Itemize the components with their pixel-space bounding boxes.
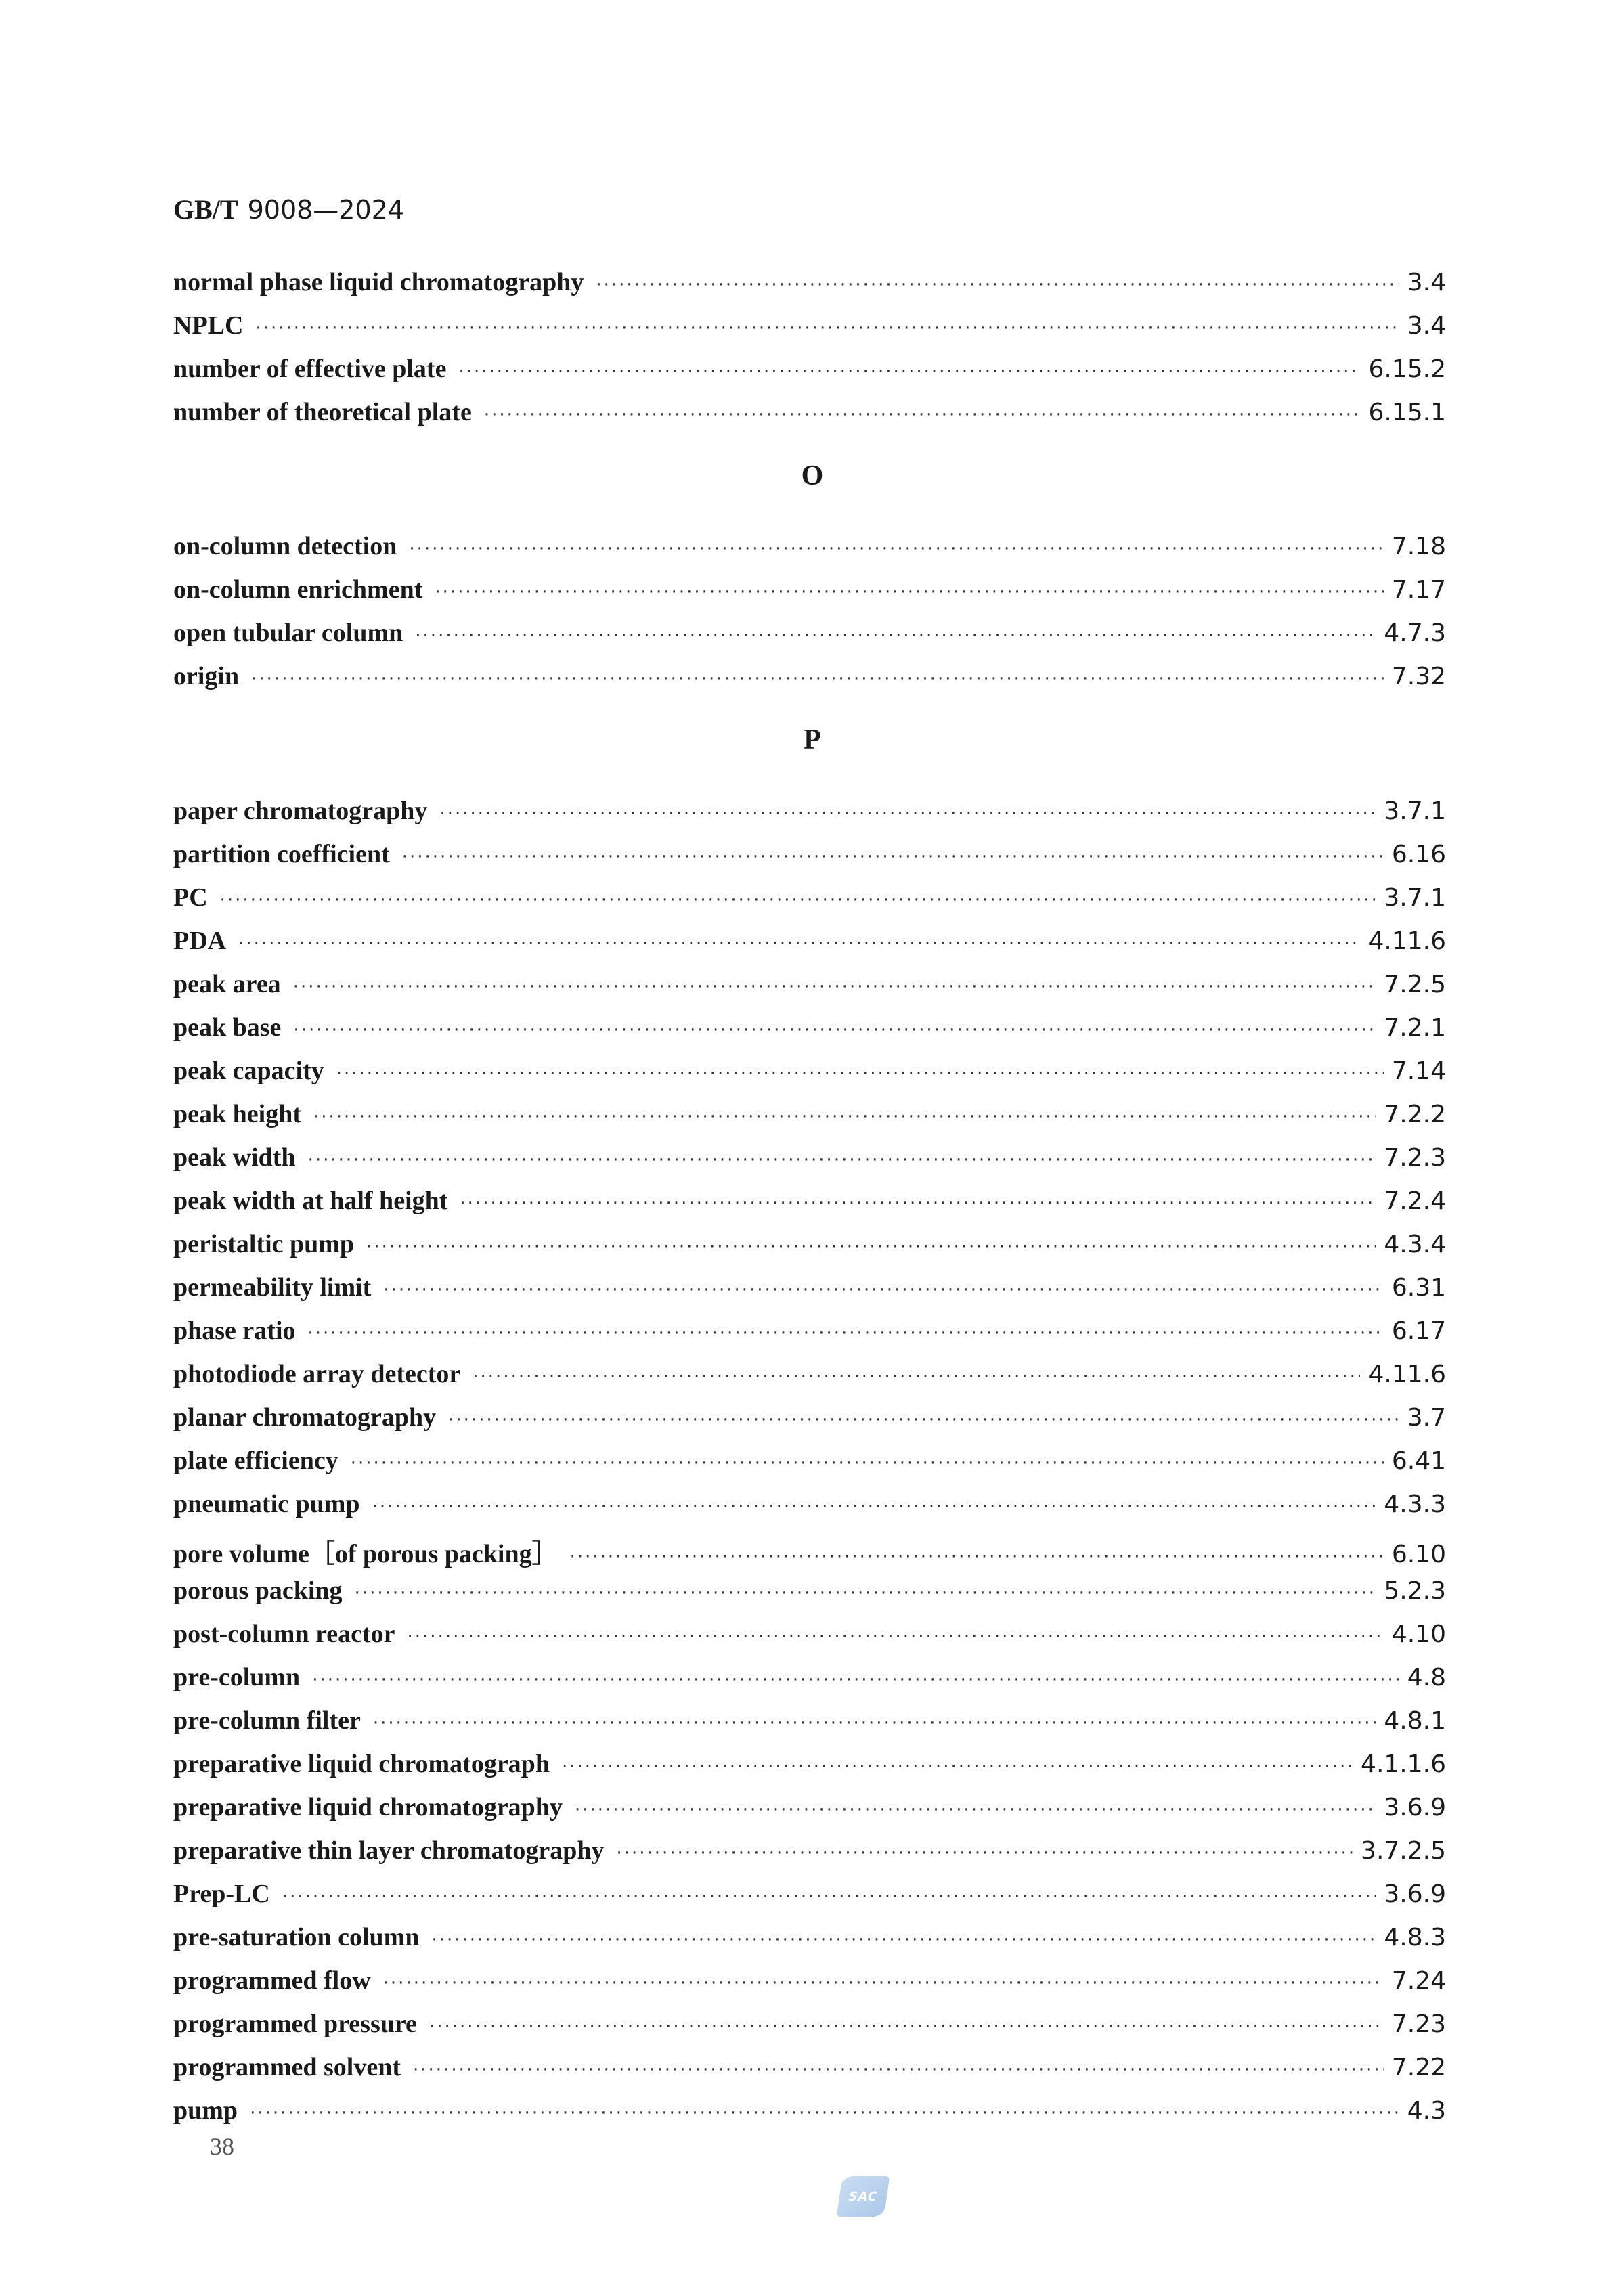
dot-leader bbox=[429, 2018, 1384, 2035]
dot-leader bbox=[255, 319, 1399, 337]
index-entry bbox=[173, 1446, 1446, 1489]
index-term: plate efficiency bbox=[173, 1446, 338, 1475]
dot-leader bbox=[336, 1065, 1384, 1082]
index-entry bbox=[173, 969, 1446, 1013]
clause-reference: 3.6.9 bbox=[1384, 1793, 1446, 1822]
logo-text: SAC bbox=[848, 2189, 879, 2204]
standard-header bbox=[173, 194, 404, 225]
index-term: planar chromatography bbox=[173, 1403, 437, 1432]
dot-leader bbox=[312, 1671, 1399, 1689]
dot-leader bbox=[293, 1021, 1376, 1039]
section-letter: O bbox=[801, 460, 824, 491]
index-term: programmed flow bbox=[173, 1966, 371, 1995]
index-term: pump bbox=[173, 2096, 238, 2125]
dot-leader bbox=[616, 1845, 1353, 1862]
index-entry bbox=[173, 1273, 1446, 1316]
clause-reference: 7.2.5 bbox=[1384, 970, 1446, 998]
clause-reference: 3.7.2.5 bbox=[1361, 1836, 1446, 1865]
index-term: peak base bbox=[173, 1013, 282, 1042]
dot-leader bbox=[439, 805, 1376, 822]
index-term: pre-saturation column bbox=[173, 1922, 420, 1951]
index-entry bbox=[173, 575, 1446, 618]
dot-leader bbox=[351, 1455, 1384, 1472]
index-entry bbox=[173, 661, 1446, 705]
index-entry bbox=[173, 618, 1446, 661]
index-entry bbox=[173, 1966, 1446, 2009]
clause-reference: 6.16 bbox=[1391, 840, 1446, 868]
clause-reference: 5.2.3 bbox=[1384, 1576, 1446, 1605]
index-entry bbox=[173, 1749, 1446, 1792]
index-term: normal phase liquid chromatography bbox=[173, 268, 584, 296]
dot-leader bbox=[570, 1548, 1384, 1566]
dot-leader bbox=[448, 1411, 1399, 1429]
clause-reference: 4.11.6 bbox=[1368, 927, 1446, 955]
dot-leader bbox=[435, 583, 1383, 601]
clause-reference: 3.7 bbox=[1407, 1403, 1446, 1432]
index-entry bbox=[173, 1576, 1446, 1619]
clause-reference: 6.31 bbox=[1391, 1273, 1446, 1302]
standard-number: 9008—2024 bbox=[247, 195, 405, 225]
index-term: peak capacity bbox=[173, 1056, 324, 1085]
dot-leader bbox=[308, 1151, 1376, 1169]
index-term: PDA bbox=[173, 926, 227, 955]
index-term: number of theoretical plate bbox=[173, 398, 472, 426]
clause-reference: 4.7.3 bbox=[1384, 619, 1446, 648]
index-entry bbox=[173, 1143, 1446, 1186]
dot-leader bbox=[366, 1238, 1376, 1256]
dot-leader bbox=[282, 1888, 1376, 1905]
dot-leader bbox=[596, 276, 1399, 294]
dot-leader bbox=[402, 848, 1384, 866]
dot-leader bbox=[251, 670, 1384, 688]
index-term: permeability limit bbox=[173, 1273, 372, 1302]
dot-leader bbox=[484, 406, 1361, 424]
index-term: pre-column bbox=[173, 1662, 301, 1692]
clause-reference: 4.8.1 bbox=[1384, 1706, 1446, 1735]
index-entry bbox=[173, 1836, 1446, 1879]
index-term: origin bbox=[173, 662, 240, 691]
clause-reference: 7.2.4 bbox=[1384, 1187, 1446, 1215]
dot-leader bbox=[293, 978, 1376, 996]
dot-leader bbox=[408, 1628, 1384, 1646]
index-entry bbox=[173, 883, 1446, 926]
dot-leader bbox=[458, 363, 1360, 380]
standard-code: GB/T bbox=[173, 194, 238, 225]
clause-reference: 3.7.1 bbox=[1384, 797, 1446, 825]
index-term: phase ratio bbox=[173, 1316, 296, 1345]
index-term: pre-column filter bbox=[173, 1706, 361, 1735]
index-entry bbox=[173, 1706, 1446, 1749]
index-entry bbox=[173, 397, 1446, 441]
dot-leader bbox=[415, 627, 1376, 644]
dot-leader bbox=[372, 1498, 1376, 1516]
index-term: peak height bbox=[173, 1099, 301, 1128]
index-entry bbox=[173, 1532, 1446, 1576]
clause-reference: 3.7.1 bbox=[1384, 883, 1446, 912]
dot-leader bbox=[383, 1974, 1384, 1992]
index-entry bbox=[173, 2096, 1446, 2139]
index-term: paper chromatography bbox=[173, 796, 428, 825]
index-term: Prep-LC bbox=[173, 1879, 270, 1908]
index-entry bbox=[173, 1056, 1446, 1099]
index-entry bbox=[173, 1316, 1446, 1359]
clause-reference: 6.15.2 bbox=[1368, 355, 1446, 383]
index-entry bbox=[173, 1013, 1446, 1056]
dot-leader bbox=[238, 935, 1360, 952]
index-term: peak area bbox=[173, 969, 281, 998]
index-entry bbox=[173, 1489, 1446, 1532]
clause-reference: 7.2.1 bbox=[1384, 1013, 1446, 1042]
dot-leader bbox=[220, 891, 1376, 909]
clause-reference: 4.8.3 bbox=[1384, 1923, 1446, 1951]
clause-reference: 4.8 bbox=[1407, 1663, 1446, 1692]
dot-leader bbox=[308, 1325, 1384, 1342]
clause-reference: 4.3.4 bbox=[1384, 1230, 1446, 1258]
index-term: peak width at half height bbox=[173, 1186, 448, 1215]
index-entry bbox=[173, 926, 1446, 969]
index-entry bbox=[173, 354, 1446, 397]
index-term: peristaltic pump bbox=[173, 1229, 355, 1258]
index-term: NPLC bbox=[173, 311, 244, 340]
index-entry bbox=[173, 1792, 1446, 1836]
clause-reference: 6.17 bbox=[1391, 1317, 1446, 1345]
index-term: partition coefficient bbox=[173, 839, 390, 868]
dot-leader bbox=[575, 1801, 1376, 1819]
index-term: pneumatic pump bbox=[173, 1489, 360, 1518]
sac-logo-icon bbox=[837, 2176, 890, 2217]
index-entry bbox=[173, 796, 1446, 839]
page-number: 38 bbox=[210, 2133, 234, 2160]
index-term: post-column reactor bbox=[173, 1619, 395, 1648]
index-term: programmed pressure bbox=[173, 2009, 417, 2038]
clause-reference: 7.18 bbox=[1391, 533, 1446, 561]
index-term: peak width bbox=[173, 1143, 296, 1172]
index-term: on-column detection bbox=[173, 532, 397, 561]
clause-reference: 4.3 bbox=[1407, 2096, 1446, 2125]
clause-reference: 4.10 bbox=[1391, 1620, 1446, 1648]
clause-reference: 7.17 bbox=[1391, 576, 1446, 604]
dot-leader bbox=[373, 1715, 1376, 1732]
dot-leader bbox=[355, 1585, 1376, 1602]
clause-reference: 7.2.2 bbox=[1384, 1100, 1446, 1128]
clause-reference: 7.24 bbox=[1391, 1966, 1446, 1995]
clause-reference: 6.10 bbox=[1391, 1540, 1446, 1568]
index-entry bbox=[173, 2052, 1446, 2096]
index-entry bbox=[173, 839, 1446, 883]
clause-reference: 7.2.3 bbox=[1384, 1143, 1446, 1172]
index-entry bbox=[173, 1922, 1446, 1966]
index-term: preparative liquid chromatograph bbox=[173, 1749, 550, 1778]
clause-reference: 7.22 bbox=[1391, 2053, 1446, 2081]
index-entry bbox=[173, 1403, 1446, 1446]
clause-reference: 3.4 bbox=[1407, 269, 1446, 296]
clause-reference: 4.3.3 bbox=[1384, 1490, 1446, 1518]
index-term: preparative liquid chromatography bbox=[173, 1792, 563, 1822]
index-term: preparative thin layer chromatography bbox=[173, 1836, 605, 1865]
clause-reference: 3.6.9 bbox=[1384, 1880, 1446, 1908]
index-entry bbox=[173, 1099, 1446, 1143]
index-entry bbox=[173, 267, 1446, 311]
clause-reference: 6.41 bbox=[1391, 1447, 1446, 1475]
index-term: open tubular column bbox=[173, 619, 403, 648]
clause-reference: 4.11.6 bbox=[1368, 1360, 1446, 1388]
index-entry bbox=[173, 1359, 1446, 1403]
index-term: on-column enrichment bbox=[173, 575, 423, 604]
index-term: number of effective plate bbox=[173, 355, 447, 383]
clause-reference: 7.32 bbox=[1391, 663, 1446, 691]
index-entry bbox=[173, 1186, 1446, 1229]
dot-leader bbox=[562, 1758, 1353, 1775]
dot-leader bbox=[313, 1108, 1376, 1126]
dot-leader bbox=[250, 2104, 1399, 2122]
index-entry bbox=[173, 1879, 1446, 1922]
dot-leader bbox=[431, 1931, 1376, 1949]
index-entry bbox=[173, 531, 1446, 575]
dot-leader bbox=[409, 540, 1383, 558]
index-entry bbox=[173, 1619, 1446, 1662]
index-entry bbox=[173, 1229, 1446, 1273]
dot-leader bbox=[383, 1281, 1384, 1299]
index-term: PC bbox=[173, 883, 208, 912]
index-term: photodiode array detector bbox=[173, 1359, 461, 1388]
index-term: porous packing bbox=[173, 1576, 343, 1605]
section-letter: P bbox=[804, 724, 821, 755]
clause-reference: 7.23 bbox=[1391, 2010, 1446, 2038]
clause-reference: 6.15.1 bbox=[1368, 399, 1446, 426]
clause-reference: 7.14 bbox=[1391, 1057, 1446, 1085]
index-entry bbox=[173, 1662, 1446, 1706]
index-term: programmed solvent bbox=[173, 2052, 401, 2081]
index-term: pore volume［of porous packing］ bbox=[173, 1539, 558, 1568]
index-entry bbox=[173, 2009, 1446, 2052]
dot-leader bbox=[460, 1195, 1376, 1212]
clause-reference: 3.4 bbox=[1407, 312, 1446, 340]
dot-leader bbox=[413, 2061, 1384, 2079]
clause-reference: 4.1.1.6 bbox=[1361, 1750, 1446, 1778]
dot-leader bbox=[473, 1368, 1360, 1386]
index-entry bbox=[173, 311, 1446, 354]
